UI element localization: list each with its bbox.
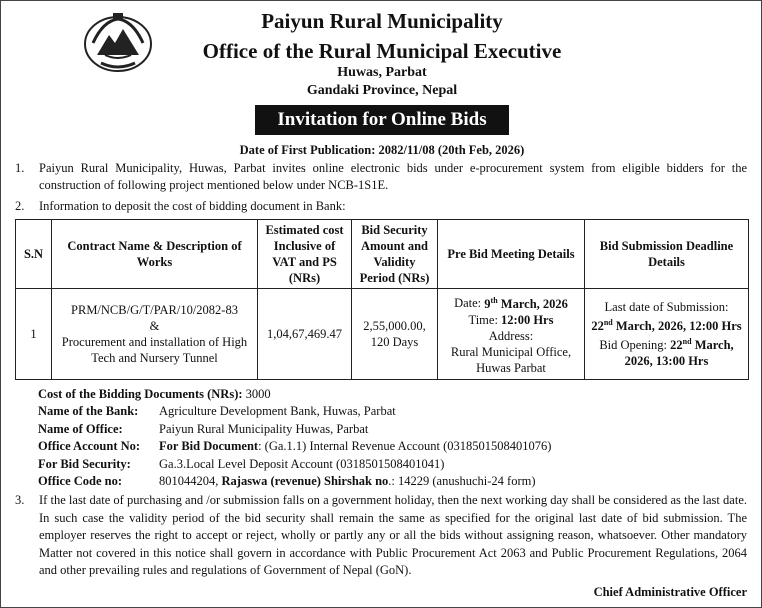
info-cost (38, 387, 271, 402)
paragraph-number: 3. (15, 493, 25, 507)
info-office-label: Name of Office: (38, 422, 123, 436)
paragraph-text: Paiyun Rural Municipality, Huwas, Parbat invites online electronic bids under e-procurement system from eligible bidders for the construction of following project mentioned below under NCB-1S1E. (39, 161, 747, 192)
header-deadline: Bid Submission Deadline Details (585, 220, 749, 289)
info-account-text: : (Ga.1.1) Internal Revenue Account (0318501508401076) (258, 439, 552, 453)
contract-id: PRM/NCB/G/T/PAR/10/2082-83 (71, 303, 238, 317)
prebid-time-label: Time: (468, 312, 498, 327)
submission-rest: March, 2026, 12:00 Hrs (615, 319, 742, 333)
submission-value (588, 315, 745, 334)
info-code-label: Office Code no: (38, 474, 123, 488)
cell-sn: 1 (16, 289, 52, 380)
prebid-time (441, 312, 581, 328)
info-cost-value: 3000 (245, 387, 271, 401)
address-line-2: Gandaki Province, Nepal (306, 83, 458, 98)
paragraph-number: 2. (15, 199, 25, 213)
header-sn: S.N (16, 220, 52, 289)
publication-date-label: Date of First Publication: (239, 143, 376, 157)
cell-contract (52, 289, 258, 380)
org-name: Paiyun Rural Municipality (261, 9, 503, 33)
prebid-date-sup: th (490, 295, 498, 305)
cell-cost: 1,04,67,469.47 (258, 289, 352, 380)
address-line-1: Huwas, Parbat (337, 65, 427, 80)
info-bank-value: Agriculture Development Bank, Huwas, Parbat (159, 404, 396, 418)
prebid-time-value: 12:00 Hrs (501, 312, 554, 327)
info-account-value (159, 439, 551, 454)
info-code-bold: Rajaswa (revenue) Shirshak no (221, 474, 389, 488)
info-code-rest: .: 14229 (anushuchi-24 form) (388, 474, 536, 488)
publication-date (1, 143, 762, 158)
paragraph-3 (15, 492, 747, 580)
prebid-date-rest: March, 2026 (500, 296, 568, 311)
notice-title: Invitation for Online Bids (255, 105, 509, 135)
cell-deadline (585, 289, 749, 380)
table-header-row (16, 220, 749, 289)
opening-line (588, 334, 745, 369)
prebid-date-label: Date: (454, 296, 482, 311)
opening-label: Bid Opening: (599, 338, 668, 353)
table-row (16, 289, 749, 380)
info-security-label: For Bid Security: (38, 457, 131, 471)
cell-security (352, 289, 438, 380)
prebid-date (441, 292, 581, 311)
security-period: 120 Days (370, 335, 419, 349)
opening-day: 22 (670, 338, 683, 353)
security-amount: 2,55,000.00, (363, 319, 426, 333)
prebid-date-day: 9 (484, 296, 491, 311)
paragraph-text: Information to deposit the cost of bidding document in Bank: (39, 199, 346, 213)
info-code-value (159, 474, 536, 489)
contract-desc: Procurement and installation of High Tech and Nursery Tunnel (61, 335, 248, 365)
info-account-bold: For Bid Document (159, 439, 259, 453)
opening-sup: nd (682, 337, 692, 346)
info-account-label: Office Account No: (38, 439, 141, 453)
header-security: Bid Security Amount and Validity Period (NRs) (352, 220, 438, 289)
prebid-date-value (484, 297, 568, 311)
submission-day: 22 (591, 319, 604, 333)
prebid-address-label: Address: (488, 328, 534, 343)
info-bank-label: Name of the Bank: (38, 404, 139, 418)
opening-rest: March, 2026, 13:00 Hrs (624, 338, 734, 369)
info-security-value: Ga.3.Local Level Deposit Account (0318501508401041) (159, 457, 445, 471)
header-cost: Estimated cost Inclusive of VAT and PS (NRs) (258, 220, 352, 289)
cell-prebid (438, 289, 585, 380)
submission-sup: nd (603, 317, 613, 327)
info-cost-label: Cost of the Bidding Documents (NRs): (38, 387, 243, 401)
prebid-address: Rural Municipal Office, Huwas Parbat (450, 344, 572, 375)
info-office-value: Paiyun Rural Municipality Huwas, Parbat (159, 422, 369, 436)
info-code-number: 801044204, (159, 474, 219, 488)
contract-amp: & (149, 319, 160, 333)
paragraph-2 (15, 198, 747, 215)
paragraph-1 (15, 160, 747, 194)
signature: Chief Administrative Officer (593, 585, 747, 599)
submission-label: Last date of Submission: (604, 299, 729, 314)
header-contract: Contract Name & Description of Works (52, 220, 258, 289)
header-prebid: Pre Bid Meeting Details (438, 220, 585, 289)
paragraph-number: 1. (15, 161, 25, 175)
paragraph-text: If the last date of purchasing and /or submission falls on a government holiday, then the next working day shall be considered as the last date. In such case the validity period of the bid security shall remain the same as specified for the original last date of bid submission. The employer reserves the right to accept or reject, wholly or partly any or all the bids without assigning reason, whatsoever. Other mandatory Matter not covered in this notice shall govern in accordance with Public Procurement Act 2063 and Public Procurement Regulations, 2064 and other prevailing rules and regulations of Government of Nepal (GoN). (39, 493, 747, 577)
office-name: Office of the Rural Municipal Executive (202, 39, 562, 63)
publication-date-value: 2082/11/08 (20th Feb, 2026) (378, 143, 525, 157)
bid-table (15, 219, 749, 380)
